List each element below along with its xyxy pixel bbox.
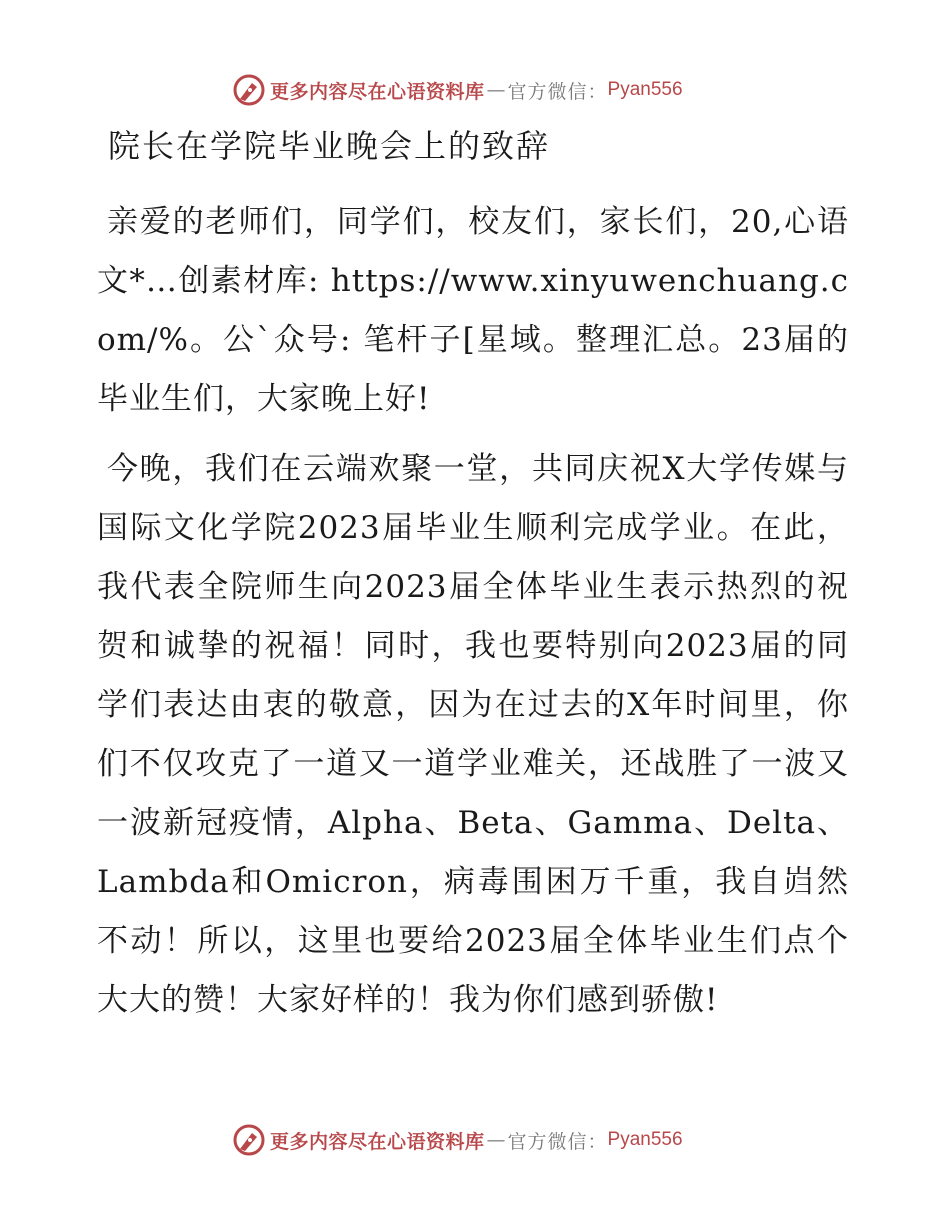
paragraph-greeting: 亲爱的老师们，同学们，校友们，家长们，20,心语文*…创素材库: https://www.xinyuwenchuang.com/%。公`众号: 笔杆子[星域。整理汇总。23届的毕业生们，大家晚上好! (97, 204, 849, 417)
watermark-wechat-label: 官方微信： (507, 1130, 608, 1153)
watermark-site-text: 更多内容尽在心语资料库 (270, 80, 485, 103)
watermark-wechat-id: Pyan556 (607, 1129, 683, 1150)
watermark-wechat-id: Pyan556 (607, 79, 683, 100)
header-watermark (232, 72, 683, 108)
pen-nib-logo-icon (232, 73, 266, 107)
watermark-dash: — (486, 1129, 506, 1151)
watermark-wechat-label: 官方微信： (507, 80, 608, 103)
document-title: 院长在学院毕业晚会上的致辞 (108, 127, 551, 165)
watermark-site-text: 更多内容尽在心语资料库 (270, 1130, 485, 1153)
footer-watermark (232, 1122, 683, 1158)
pen-nib-logo-icon (232, 1123, 266, 1157)
watermark-dash: — (486, 79, 506, 101)
paragraph-body: 今晚，我们在云端欢聚一堂，共同庆祝X大学传媒与国际文化学院2023届毕业生顺利完成学业。在此，我代表全院师生向2023届全体毕业生表示热烈的祝贺和诚挚的祝福！同时，我也要特别向2023届的同学们表达由衷的敬意，因为在过去的X年时间里，你们不仅攻克了一道又一道学业难关，还战胜了一波又一波新冠疫情，Alpha、Beta、Gamma、Delta、Lambda和Omicron，病毒围困万千重，我自岿然不动！所以，这里也要给2023届全体毕业生们点个大大的赞！大家好样的！我为你们感到骄傲! (97, 451, 849, 1018)
